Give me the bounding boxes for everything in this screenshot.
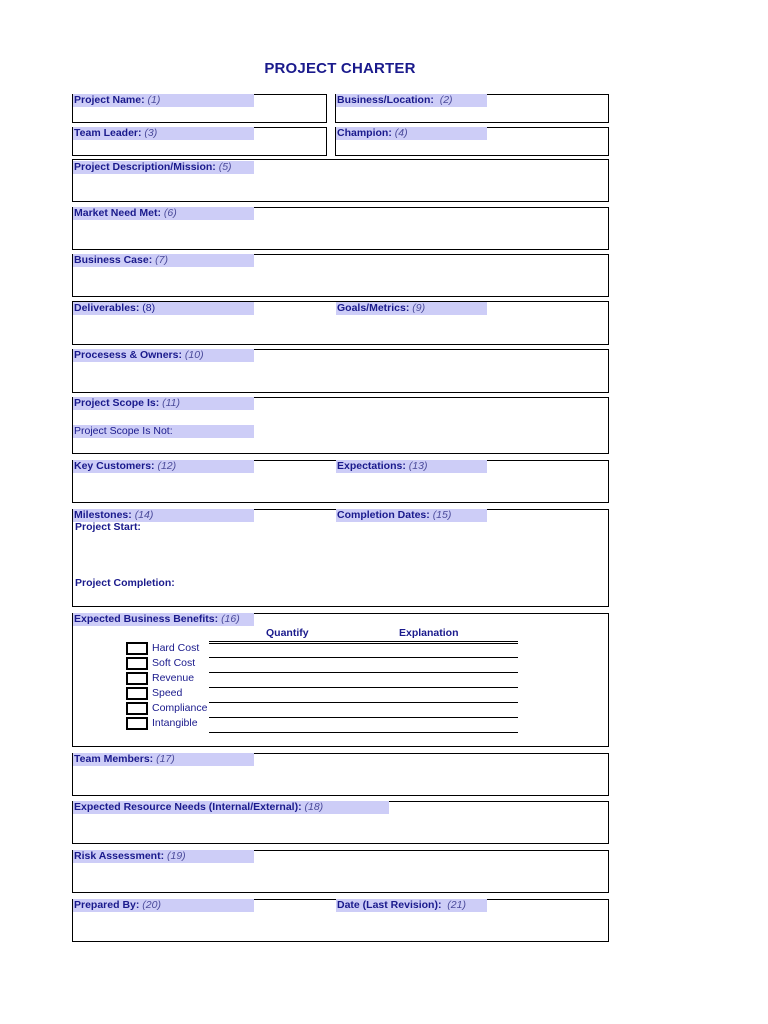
processes-owners-label: Procesess & Owners: (10) [73,349,254,362]
soft-cost-checkbox[interactable] [126,657,148,670]
champion-label: Champion: (4) [336,127,487,140]
page-title: PROJECT CHARTER [264,60,416,77]
key-customers-label: Key Customers: (12) [73,460,254,473]
project-completion-label: Project Completion: [75,577,175,589]
business-location-label: Business/Location: (2) [336,94,487,107]
goals-metrics-label: Goals/Metrics: (9) [336,302,487,315]
speed-line[interactable] [209,702,518,703]
benefits-header-rule [209,641,518,642]
revenue-checkbox[interactable] [126,672,148,685]
hard-cost-line[interactable] [209,657,518,658]
soft-cost-line[interactable] [209,672,518,673]
intangible-label: Intangible [152,717,198,729]
intangible-line[interactable] [209,732,518,733]
prepared-by-label: Prepared By: (20) [73,899,254,912]
soft-cost-label: Soft Cost [152,657,196,669]
completion-dates-label: Completion Dates: (15) [336,509,487,522]
explanation-header: Explanation [399,627,459,639]
hard-cost-label: Hard Cost [152,642,200,654]
compliance-label: Compliance [152,702,208,714]
compliance-line[interactable] [209,717,518,718]
risk-assessment-label: Risk Assessment: (19) [73,850,254,863]
benefits-header-rule-2 [209,643,518,644]
milestones-label: Milestones: (14) [73,509,254,522]
deliverables-label: Deliverables: (8) [73,302,254,315]
revenue-label: Revenue [152,672,195,684]
team-leader-label: Team Leader: (3) [73,127,254,140]
quantify-header: Quantify [266,627,309,639]
business-benefits-label: Expected Business Benefits: (16) [73,613,254,626]
expectations-label: Expectations: (13) [336,460,487,473]
market-need-label: Market Need Met: (6) [73,207,254,220]
project-description-label: Project Description/Mission: (5) [73,161,254,174]
speed-checkbox[interactable] [126,687,148,700]
business-case-label: Business Case: (7) [73,254,254,267]
speed-label: Speed [152,687,183,699]
hard-cost-checkbox[interactable] [126,642,148,655]
milestones-field[interactable] [72,509,609,607]
resource-needs-label: Expected Resource Needs (Internal/External): (18) [73,801,389,814]
intangible-checkbox[interactable] [126,717,148,730]
revenue-line[interactable] [209,687,518,688]
scope-is-label: Project Scope Is: (11) [73,397,254,410]
project-name-label: Project Name: (1) [73,94,254,107]
team-members-label: Team Members: (17) [73,753,254,766]
date-last-revision-label: Date (Last Revision): (21) [336,899,487,912]
project-start-label: Project Start: [75,521,141,533]
scope-is-not-label: Project Scope Is Not: [73,425,254,438]
compliance-checkbox[interactable] [126,702,148,715]
